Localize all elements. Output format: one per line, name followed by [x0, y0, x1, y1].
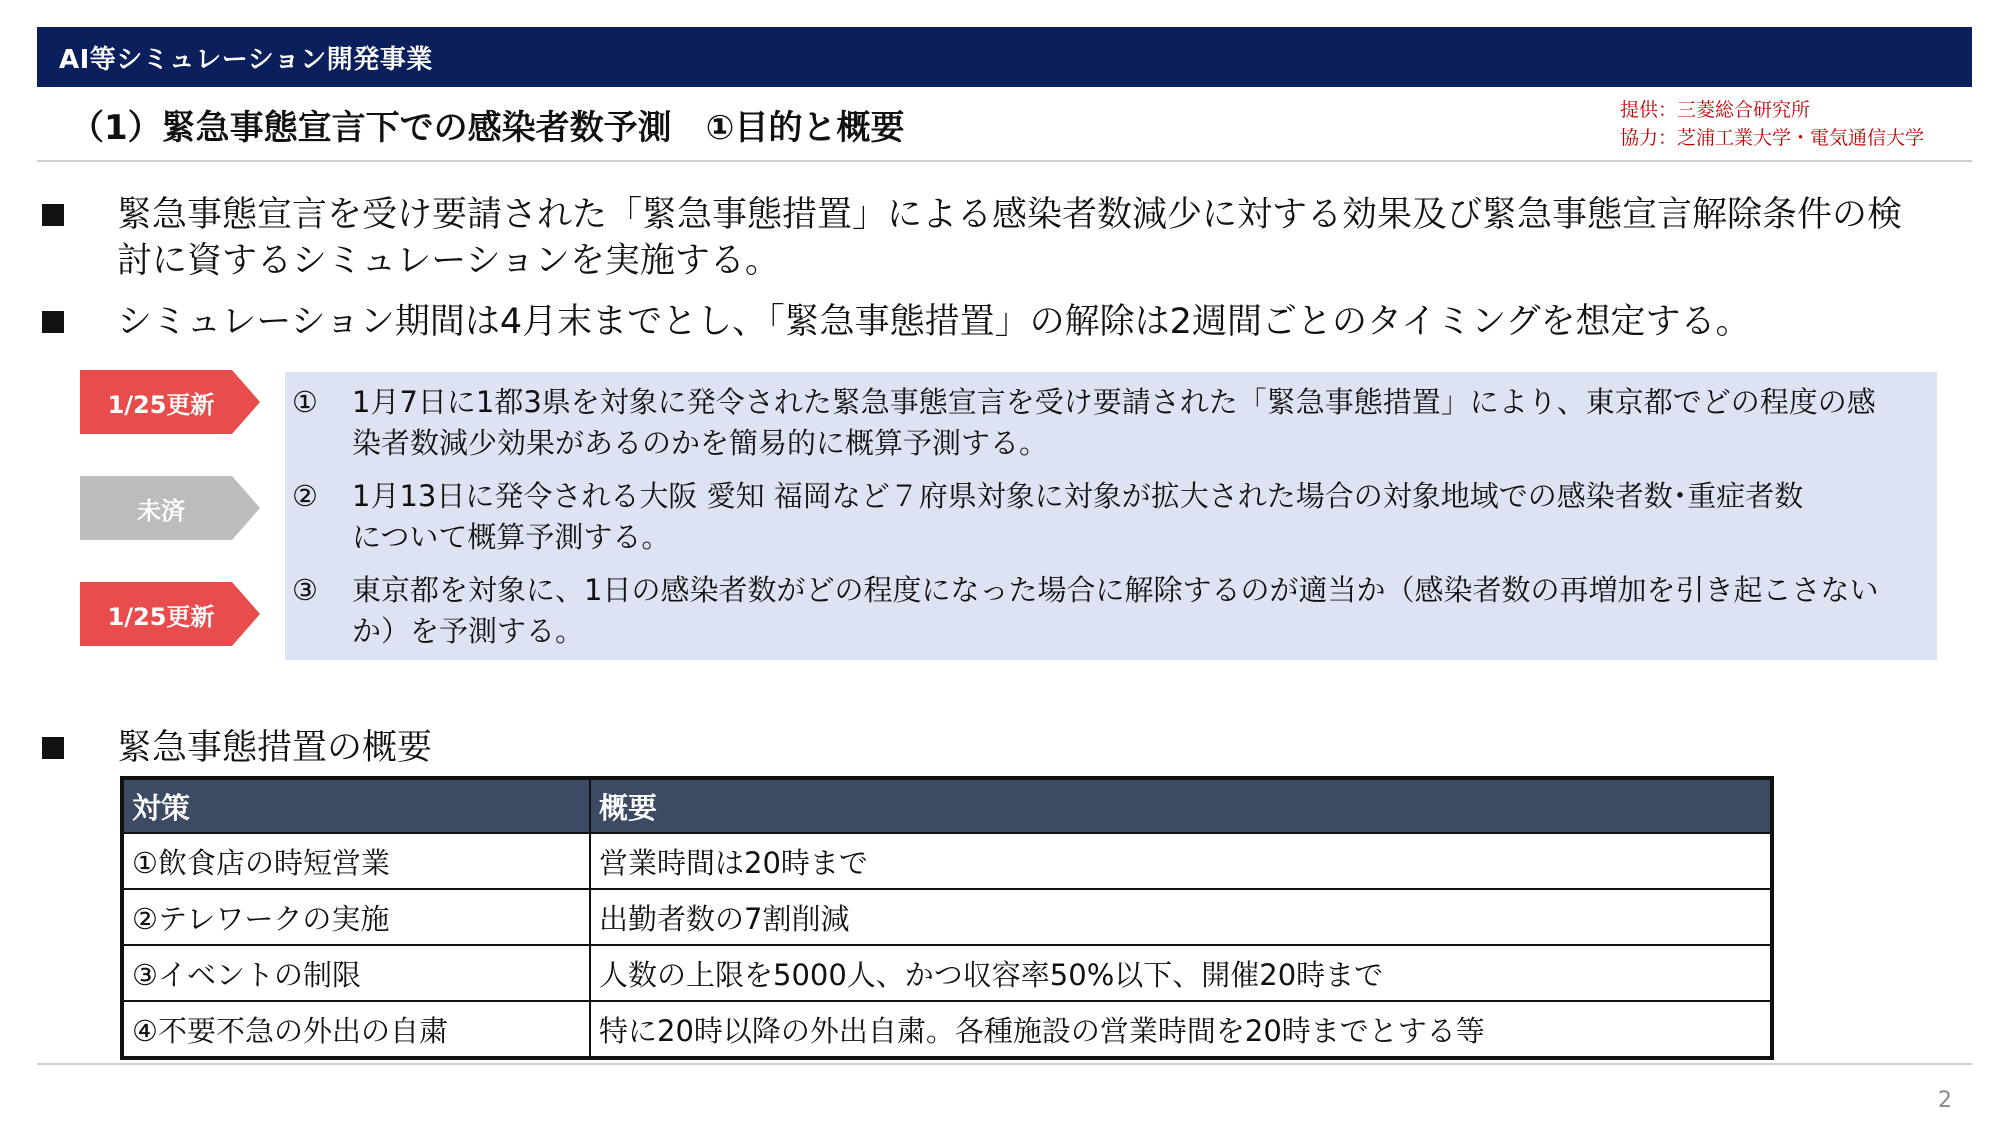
section-label: AI等シミュレーション開発事業 — [59, 44, 433, 75]
measure-cell: ②テレワークの実施 — [122, 889, 590, 945]
credit-provider: 提供：三菱総合研究所 — [1620, 99, 1811, 121]
summary-cell: 営業時間は20時まで — [590, 833, 1772, 889]
status-tag-label: 1/25更新 — [107, 390, 215, 419]
measures-table — [120, 776, 1774, 1060]
section-header-bar — [37, 27, 1972, 87]
overview-heading: 緊急事態措置の概要 — [117, 728, 433, 768]
status-tag-label: 未済 — [137, 496, 185, 525]
scenario-item-line1: 1月7日に1都3県を対象に発令された緊急事態宣言を受け要請された「緊急事態措置」により、東京都でどの程度の感 — [352, 385, 1876, 419]
table-header-row — [122, 778, 1772, 833]
status-tag-item-3 — [80, 582, 260, 646]
status-tag-label: 1/25更新 — [107, 602, 215, 631]
bullet-purpose-line1: 緊急事態宣言を受け要請された「緊急事態措置」による感染者数減少に対する効果及び緊急事態宣言解除条件の検 — [117, 195, 1903, 235]
scenario-item-line1: 東京都を対象に、1日の感染者数がどの程度になった場合に解除するのが適当か（感染者数の再増加を引き起こさない — [352, 573, 1879, 607]
table-row — [122, 1001, 1772, 1058]
credit-cooperation: 協力：芝浦工業大学・電気通信大学 — [1620, 127, 1925, 149]
scenario-item-line2: について概算予測する。 — [352, 520, 671, 554]
measure-cell: ①飲食店の時短営業 — [122, 833, 590, 889]
table-row — [122, 889, 1772, 945]
scenario-item-number: ③ — [292, 573, 318, 607]
bullet-period: シミュレーション期間は4月末までとし、「緊急事態措置」の解除は2週間ごとのタイミングを想定する。 — [117, 302, 1751, 342]
footer-divider — [37, 1063, 1972, 1065]
status-tag-item-2 — [80, 476, 260, 540]
summary-cell: 出勤者数の7割削減 — [590, 889, 1772, 945]
credits — [1620, 96, 1924, 152]
measure-cell: ④不要不急の外出の自粛 — [122, 1001, 590, 1058]
scenario-item-number: ① — [292, 385, 318, 419]
bullet-square-icon — [42, 737, 64, 759]
table-row — [122, 945, 1772, 1001]
table-row — [122, 833, 1772, 889]
bullet-square-icon — [42, 311, 64, 333]
column-header-summary: 概要 — [590, 778, 1772, 833]
title-divider — [37, 160, 1972, 162]
page-title: （1）緊急事態宣言下での感染者数予測 ①目的と概要 — [70, 108, 905, 148]
summary-cell: 人数の上限を5000人、かつ収容率50%以下、開催20時まで — [590, 945, 1772, 1001]
scenario-item-number: ② — [292, 479, 318, 513]
bullet-purpose-line2: 討に資するシミュレーションを実施する。 — [117, 241, 780, 281]
summary-cell: 特に20時以降の外出自粛。各種施設の営業時間を20時までとする等 — [590, 1001, 1772, 1058]
scenario-item-line2: 染者数減少効果があるのかを簡易的に概算予測する。 — [352, 426, 1049, 460]
measure-cell: ③イベントの制限 — [122, 945, 590, 1001]
scenario-item-line2: か）を予測する。 — [352, 614, 585, 648]
bullet-square-icon — [42, 204, 64, 226]
column-header-measure: 対策 — [122, 778, 590, 833]
bullet-purpose — [117, 192, 1977, 284]
status-tag-item-1 — [80, 370, 260, 434]
scenario-item-line1: 1月13日に発令される大阪 愛知 福岡など７府県対象に対象が拡大された場合の対象地域での感染者数･重症者数 — [352, 479, 1804, 513]
page-number: 2 — [1938, 1088, 1952, 1113]
